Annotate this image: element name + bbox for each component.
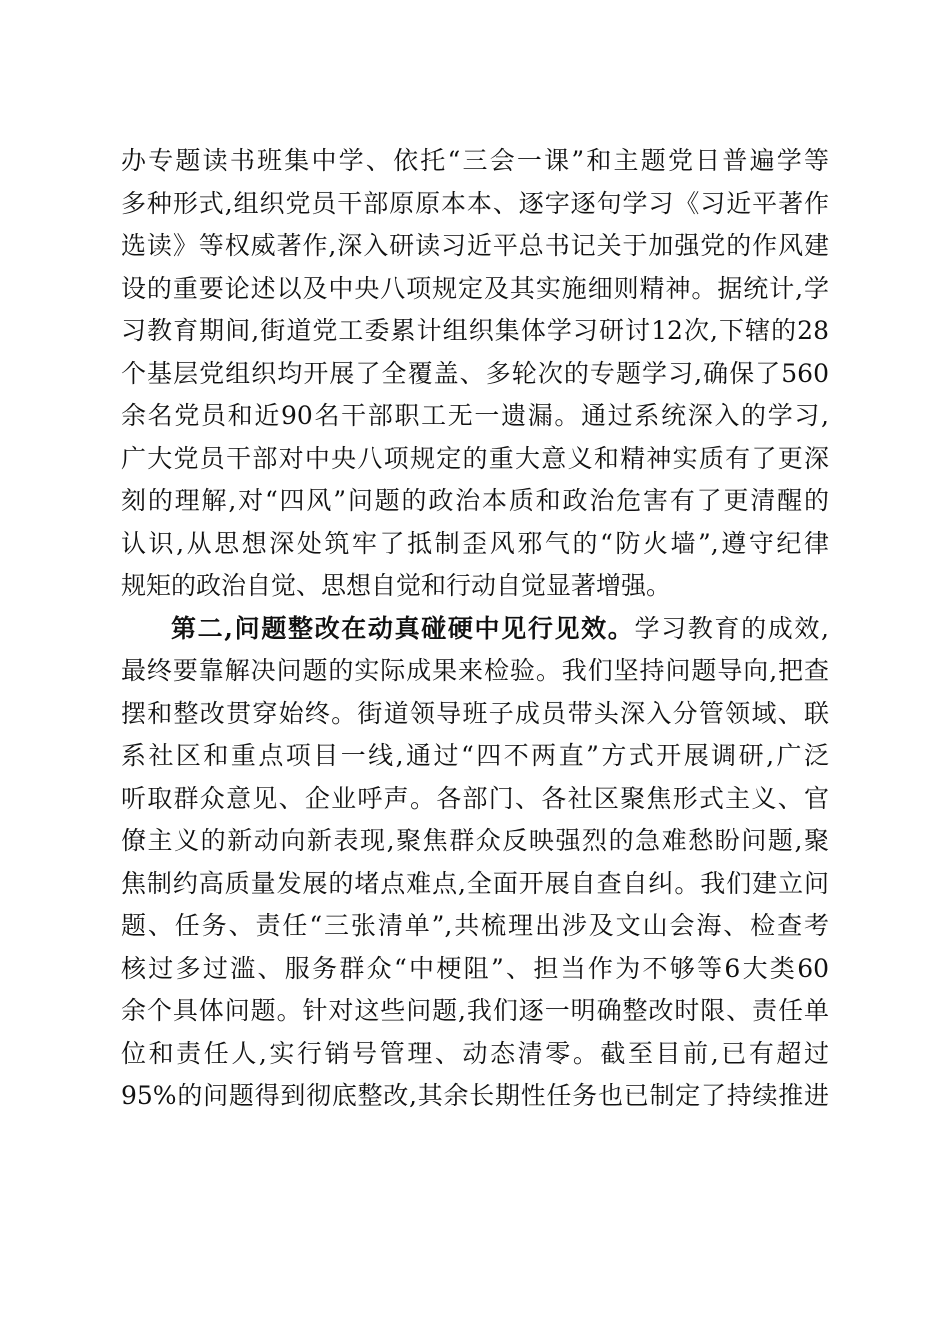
text-line: 摆和整改贯穿始终。街道领导班子成员带头深入分管领域、联 [121, 698, 829, 728]
paragraph-study [121, 140, 829, 608]
document-body [121, 140, 829, 1118]
text-line: 刻的理解,对“四风”问题的政治本质和政治危害有了更清醒的 [121, 486, 829, 515]
text-line: 设的重要论述以及中央八项规定及其实施细则精神。据统计,学 [121, 273, 829, 303]
text-line: 余名党员和近90名干部职工无一遗漏。通过系统深入的学习, [121, 401, 829, 430]
text-line: 焦制约高质量发展的堵点难点,全面开展自查自纠。我们建立问 [121, 868, 829, 898]
section-heading: 第二,问题整改在动真碰硬中见行见效。 [171, 613, 635, 643]
text-line: 系社区和重点项目一线,通过“四不两直”方式开展调研,广泛 [121, 741, 829, 770]
text-line: 余个具体问题。针对这些问题,我们逐一明确整改时限、责任单 [121, 996, 829, 1025]
text-line: 僚主义的新动向新表现,聚焦群众反映强烈的急难愁盼问题,聚 [121, 826, 829, 855]
text-run: 学习教育的成效, [634, 613, 829, 643]
text-line: 规矩的政治自觉、思想自觉和行动自觉显著增强。 [121, 571, 672, 600]
text-line: 位和责任人,实行销号管理、动态清零。截至目前,已有超过 [121, 1038, 829, 1068]
text-line: 选读》等权威著作,深入研读习近平总书记关于加强党的作风建 [121, 231, 829, 260]
text-line: 题、任务、责任“三张清单”,共梳理出涉及文山会海、检查考 [121, 911, 829, 940]
text-line: 听取群众意见、企业呼声。各部门、各社区聚焦形式主义、官 [121, 783, 829, 813]
text-line: 95%的问题得到彻底整改,其余长期性任务也已制定了持续推进 [121, 1081, 829, 1110]
text-line: 最终要靠解决问题的实际成果来检验。我们坚持问题导向,把查 [121, 656, 829, 685]
text-line: 办专题读书班集中学、依托“三会一课”和主题党日普遍学等 [121, 146, 829, 175]
text-line: 广大党员干部对中央八项规定的重大意义和精神实质有了更深 [121, 443, 829, 473]
text-line: 核过多过滥、服务群众“中梗阻”、担当作为不够等6大类60 [121, 953, 829, 983]
text-line: 多种形式,组织党员干部原原本本、逐字逐句学习《习近平著作 [121, 188, 829, 218]
text-line [121, 608, 829, 651]
text-line: 习教育期间,街道党工委累计组织集体学习研讨12次,下辖的28 [121, 316, 829, 345]
paragraph-rectification [121, 608, 829, 1118]
text-line: 认识,从思想深处筑牢了抵制歪风邪气的“防火墙”,遵守纪律 [121, 528, 829, 558]
text-line: 个基层党组织均开展了全覆盖、多轮次的专题学习,确保了560 [121, 358, 829, 388]
